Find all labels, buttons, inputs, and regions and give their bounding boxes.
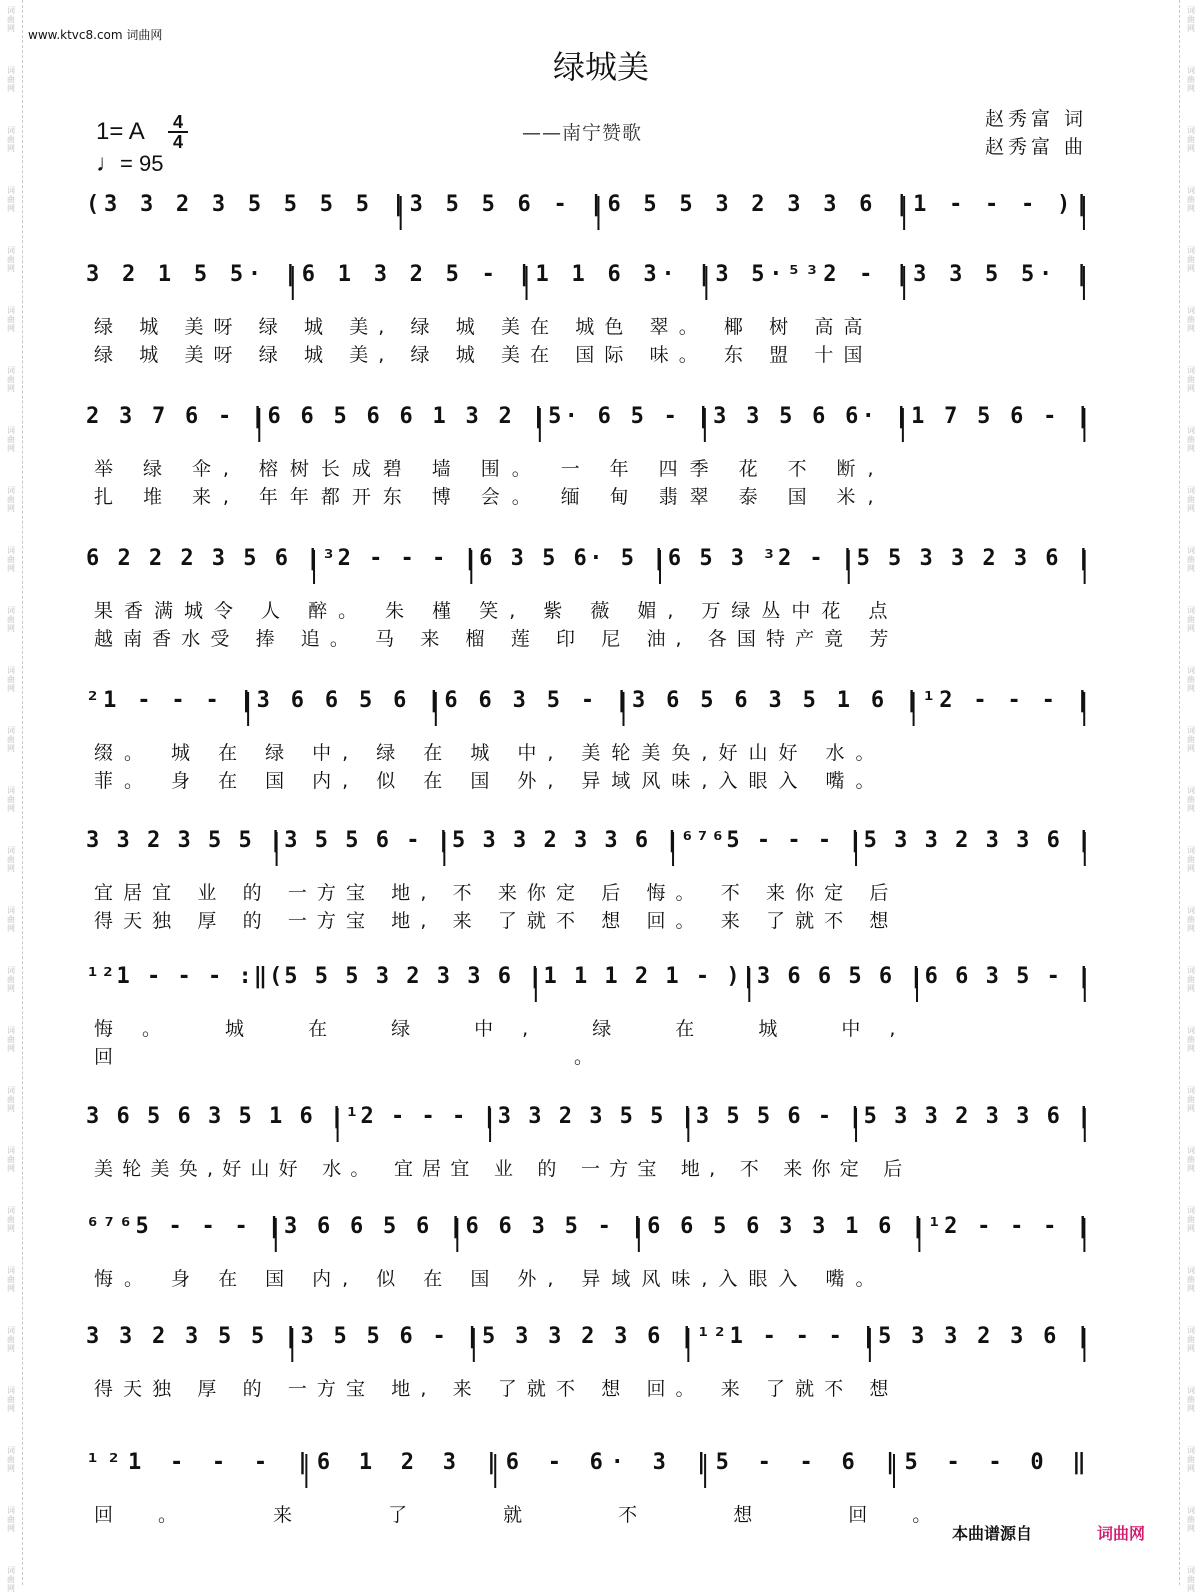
watermark-text: 词 曲 网	[7, 1446, 15, 1473]
watermark-text: 词 曲 网	[7, 1086, 15, 1113]
watermark-text: 词 曲 网	[7, 1026, 15, 1053]
watermark-text: 词 曲 网	[1187, 306, 1195, 333]
lyric-line: 绿 城 美呀 绿 城 美, 绿 城 美在 城色 翠。 椰 树 高高	[94, 316, 873, 338]
watermark-text: 词 曲 网	[1187, 1446, 1195, 1473]
watermark-text: 词 曲 网	[1187, 1266, 1195, 1293]
beam-layer	[86, 964, 1106, 1008]
beam-layer	[86, 546, 1106, 590]
notation-line: 3 3 2 3 5 5 |3 5 5 6 - |5 3 3 2 3 6 |¹²1 - - - |5 3 3 2 3 6 |	[86, 1324, 1093, 1349]
notation-line: 2 3 7 6 - |6 6 5 6 6 1 3 2 |5· 6 5 - |3 3 5 6 6· |1 7 5 6 - |	[86, 404, 1093, 429]
lyric-line: 越南香水受 捧 追。 马 来 榴 莲 印 尼 油, 各国特产竟 芳	[94, 628, 899, 650]
watermark-text: 词 曲 网	[1187, 6, 1195, 33]
watermark-text: 词 曲 网	[7, 126, 15, 153]
quarter-note-icon: ♩	[96, 150, 120, 177]
watermark-text: 词 曲 网	[1187, 1386, 1195, 1413]
watermark-text: 词 曲 网	[7, 786, 15, 813]
key-signature: 1= A	[96, 118, 145, 145]
watermark-text: 词 曲 网	[1187, 846, 1195, 873]
notation-line: 3 2 1 5 5· |6 1 3 2 5 - |1 1 6 3· |3 5·⁵³2 - |3 3 5 5· |	[86, 262, 1093, 287]
music-system	[86, 964, 1106, 1082]
notation-line: 6 2 2 2 3 5 6 |³2 - - - |6 3 5 6· 5 |6 5 3 ³2 - |5 5 3 3 2 3 6 |	[86, 546, 1093, 571]
watermark-text: 词 曲 网	[1187, 546, 1195, 573]
subtitle: ——南宁赞歌	[522, 122, 643, 144]
lyric-line: 宜居宜 业 的 一方宝 地, 不 来你定 后 悔。 不 来你定 后	[94, 882, 899, 904]
watermark-text: 词 曲 网	[1187, 1086, 1195, 1113]
footer-source-label: 本曲谱源自	[952, 1524, 1033, 1543]
beam-layer	[86, 1450, 1106, 1494]
time-signature-bottom: 4	[172, 132, 183, 152]
watermark-text: 词 曲 网	[7, 6, 15, 33]
watermark-text: 词 曲 网	[7, 966, 15, 993]
beam-layer	[86, 1324, 1106, 1368]
source-url: www.ktvc8.com 词曲网	[28, 28, 163, 42]
composer-credit: 赵秀富 曲	[985, 136, 1088, 158]
notation-line: ¹²1 - - - |6 1 2 3 |6 - 6· 3 |5 - - 6 |5 - - 0 ‖	[86, 1450, 1094, 1475]
watermark-text: 词 曲 网	[7, 186, 15, 213]
music-system	[86, 828, 1106, 946]
watermark-text: 词 曲 网	[1187, 726, 1195, 753]
watermark-text: 词 曲 网	[7, 246, 15, 273]
beam-layer	[86, 1104, 1106, 1148]
lyric-line: 悔。 城 在 绿 中, 绿 在 城 中,	[94, 1018, 925, 1040]
beam-layer	[86, 262, 1106, 306]
time-signature	[168, 114, 188, 150]
watermark-text: 词 曲 网	[7, 306, 15, 333]
watermark-text: 词 曲 网	[1187, 1566, 1195, 1593]
watermark-text: 词 曲 网	[1187, 1326, 1195, 1353]
watermark-text: 词 曲 网	[1187, 906, 1195, 933]
watermark-text: 词 曲 网	[7, 486, 15, 513]
lyric-line: 得天独 厚 的 一方宝 地, 来 了就不 想 回。 来 了就不 想	[94, 1378, 899, 1400]
watermark-text: 词 曲 网	[1187, 126, 1195, 153]
lyric-line: 举 绿 伞, 榕树长成碧 墙 围。 一 年 四季 花 不 断,	[94, 458, 886, 480]
watermark-text: 词 曲 网	[7, 846, 15, 873]
watermark-text: 词 曲 网	[7, 1266, 15, 1293]
watermark-text: 词 曲 网	[7, 66, 15, 93]
watermark-text: 词 曲 网	[1187, 666, 1195, 693]
lyric-line: 缀。 城 在 绿 中, 绿 在 城 中, 美轮美奂,好山好 水。	[94, 742, 886, 764]
music-system	[86, 404, 1106, 522]
notation-line: ⁶⁷⁶5 - - - |3 6 6 5 6 |6 6 3 5 - |6 6 5 6 3 3 1 6 |¹2 - - - |	[86, 1214, 1093, 1239]
tempo-value: = 95	[120, 151, 164, 176]
music-system	[86, 262, 1106, 380]
watermark-text: 词 曲 网	[7, 1146, 15, 1173]
watermark-text: 词 曲 网	[1187, 1026, 1195, 1053]
watermark-text: 词 曲 网	[7, 726, 15, 753]
lyric-line: 悔。 身 在 国 内, 似 在 国 外, 异域风味,入眼入 嘴。	[94, 1268, 886, 1290]
beam-layer	[86, 192, 1106, 236]
lyric-line: 菲。 身 在 国 内, 似 在 国 外, 异域风味,入眼入 嘴。	[94, 770, 886, 792]
notation-line: 3 3 2 3 5 5 |3 5 5 6 - |5 3 3 2 3 3 6 |⁶⁷⁶5 - - - |5 3 3 2 3 3 6 |	[86, 828, 1093, 853]
watermark-text: 词 曲 网	[1187, 606, 1195, 633]
music-system	[86, 1104, 1106, 1222]
watermark-text: 词 曲 网	[1187, 786, 1195, 813]
music-system	[86, 1324, 1106, 1442]
watermark-text: 词 曲 网	[1187, 1506, 1195, 1533]
watermark-text: 词 曲 网	[1187, 186, 1195, 213]
watermark-text: 词 曲 网	[1187, 426, 1195, 453]
lyric-line: 果香满城令 人 醉。 朱 槿 笑, 紫 薇 媚, 万绿丛中花 点	[94, 600, 899, 622]
watermark-text: 词 曲 网	[7, 1206, 15, 1233]
music-system	[86, 688, 1106, 806]
watermark-text: 词 曲 网	[1187, 486, 1195, 513]
watermark-text: 词 曲 网	[7, 606, 15, 633]
beam-layer	[86, 404, 1106, 448]
page-title: 绿城美	[552, 48, 649, 86]
beam-layer	[86, 828, 1106, 872]
lyric-line: 回。 来 了 就 不 想 回。	[94, 1504, 977, 1526]
watermark-text: 词 曲 网	[1187, 1146, 1195, 1173]
lyric-line: 绿 城 美呀 绿 城 美, 绿 城 美在 国际 味。 东 盟 十国	[94, 344, 873, 366]
beam-layer	[86, 1214, 1106, 1258]
notation-line: ²1 - - - |3 6 6 5 6 |6 6 3 5 - |3 6 5 6 3 5 1 6 |¹2 - - - |	[86, 688, 1093, 713]
lyricist-credit: 赵秀富 词	[985, 108, 1088, 130]
watermark-text: 词 曲 网	[7, 1506, 15, 1533]
watermark-text: 词 曲 网	[1187, 1206, 1195, 1233]
music-system	[86, 546, 1106, 664]
watermark-text: 词 曲 网	[1187, 66, 1195, 93]
notation-line: ¹²1 - - - :‖(5 5 5 3 2 3 3 6 |1 1 1 2 1 - )|3 6 6 5 6 |6 6 3 5 - |	[86, 964, 1093, 989]
notation-line: (3 3 2 3 5 5 5 5 |3 5 5 6 - |6 5 5 3 2 3 3 6 |1 - - - )|	[86, 192, 1093, 217]
watermark-text: 词 曲 网	[7, 366, 15, 393]
time-signature-top: 4	[172, 112, 183, 132]
lyric-line: 扎 堆 来, 年年都开东 博 会。 缅 甸 翡翠 泰 国 米,	[94, 486, 886, 508]
lyric-line: 回。	[94, 1046, 1055, 1068]
watermark-text: 词 曲 网	[7, 906, 15, 933]
lyric-line: 美轮美奂,好山好 水。 宜居宜 业 的 一方宝 地, 不 来你定 后	[94, 1158, 912, 1180]
music-system	[86, 1450, 1106, 1568]
watermark-text: 词 曲 网	[7, 1326, 15, 1353]
tempo-marking	[96, 150, 163, 178]
watermark-text: 词 曲 网	[1187, 966, 1195, 993]
watermark-text: 词 曲 网	[7, 666, 15, 693]
watermark-text: 词 曲 网	[7, 426, 15, 453]
footer-site-name: 词曲网	[1097, 1524, 1146, 1543]
watermark-text: 词 曲 网	[1187, 246, 1195, 273]
watermark-text: 词 曲 网	[7, 1566, 15, 1593]
beam-layer	[86, 688, 1106, 732]
watermark-text: 词 曲 网	[1187, 366, 1195, 393]
lyric-line: 得天独 厚 的 一方宝 地, 来 了就不 想 回。 来 了就不 想	[94, 910, 899, 932]
watermark-text: 词 曲 网	[7, 546, 15, 573]
notation-line: 3 6 5 6 3 5 1 6 |¹2 - - - |3 3 2 3 5 5 |3 5 5 6 - |5 3 3 2 3 3 6 |	[86, 1104, 1093, 1129]
watermark-text: 词 曲 网	[7, 1386, 15, 1413]
music-system	[86, 1214, 1106, 1332]
